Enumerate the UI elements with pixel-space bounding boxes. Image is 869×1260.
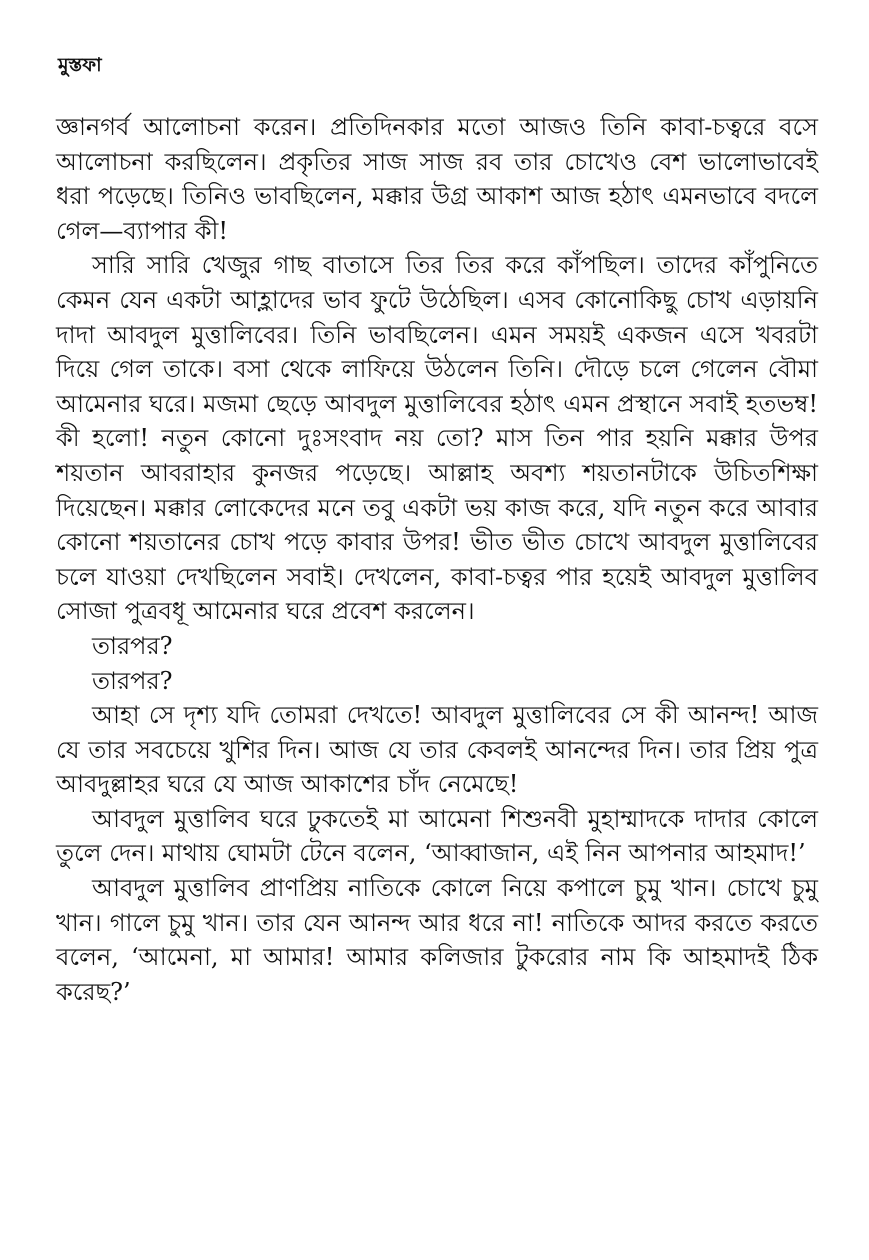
paragraph-continuation: জ্ঞানগর্ব আলোচনা করেন। প্রতিদিনকার মতো আজও তিনি কাবা-চত্বরে বসে আলোচনা করছিলেন। প্রকৃতির সাজ সাজ রব তার চোখেও বেশ ভালোভাবেই ধরা পড়েছে। তিনিও ভাবছিলেন, মক্কার উগ্র আকাশ আজ হঠাৎ এমনভাবে বদলে গেল—ব্যাপার কী!	[56, 113, 818, 245]
paragraph-then-question-2: তারপর?	[92, 666, 173, 695]
paragraph-amena-hands-baby: আবদুল মুত্তালিব ঘরে ঢুকতেই মা আমেনা শিশুনবী মুহাম্মাদকে দাদার কোলে তুলে দেন। মাথায় ঘোমটা টেনে বলেন, ‘আব্বাজান, এই নিন আপনার আহমাদ!’	[56, 804, 818, 868]
paragraph-joy-scene: আহা সে দৃশ্য যদি তোমরা দেখতে! আবদুল মুত্তালিবের সে কী আনন্দ! আজ যে তার সবচেয়ে খুশির দিন। আজ যে তার কেবলই আনন্দের দিন। তার প্রিয় পুত্র আবদুল্লাহর ঘরে যে আজ আকাশের চাঁদ নেমেছে!	[56, 701, 818, 799]
paragraph-grandfather-kisses: আবদুল মুত্তালিব প্রাণপ্রিয় নাতিকে কোলে নিয়ে কপালে চুমু খান। চোখে চুমু খান। গালে চুমু খান। তার যেন আনন্দ আর ধরে না! নাতিকে আদর করতে করতে বলেন, ‘আমেনা, মা আমার! আমার কলিজার টুকরোর নাম কি আহমাদই ঠিক করেছ?’	[56, 874, 818, 1006]
paragraph-date-palms: সারি সারি খেজুর গাছ বাতাসে তির তির করে কাঁপছিল। তাদের কাঁপুনিতে কেমন যেন একটা আহ্লাদের ভাব ফুটে উঠেছিল। এসব কোনোকিছু চোখ এড়ায়নি দাদা আবদুল মুত্তালিবের। তিনি ভাবছিলেন। এমন সময়ই একজন এসে খবরটা দিয়ে গেল তাকে। বসা থেকে লাফিয়ে উঠলেন তিনি। দৌড়ে চলে গেলেন বৌমা আমেনার ঘরে। মজমা ছেড়ে আবদুল মুত্তালিবের হঠাৎ এমন প্রস্থানে সবাই হতভম্ব! কী হলো! নতুন কোনো দুঃসংবাদ নয় তো? মাস তিন পার হয়নি মক্কার উপর শয়তান আবরাহার কুনজর পড়েছে। আল্লাহ অবশ্য শয়তানটাকে উচিতশিক্ষা দিয়েছেন। মক্কার লোকেদের মনে তবু একটা ভয় কাজ করে, যদি নতুন করে আবার কোনো শয়তানের চোখ পড়ে কাবার উপর! ভীত ভীত চোখে আবদুল মুত্তালিবের চলে যাওয়া দেখছিলেন সবাই। দেখলেন, কাবা-চত্বর পার হয়েই আবদুল মুত্তালিব সোজা পুত্রবধূ আমেনার ঘরে প্রবেশ করলেন।	[56, 251, 818, 626]
running-header-title: মুস্তফা	[58, 54, 102, 76]
paragraph-then-question-1: তারপর?	[92, 631, 173, 660]
page-body-text	[56, 110, 818, 1009]
